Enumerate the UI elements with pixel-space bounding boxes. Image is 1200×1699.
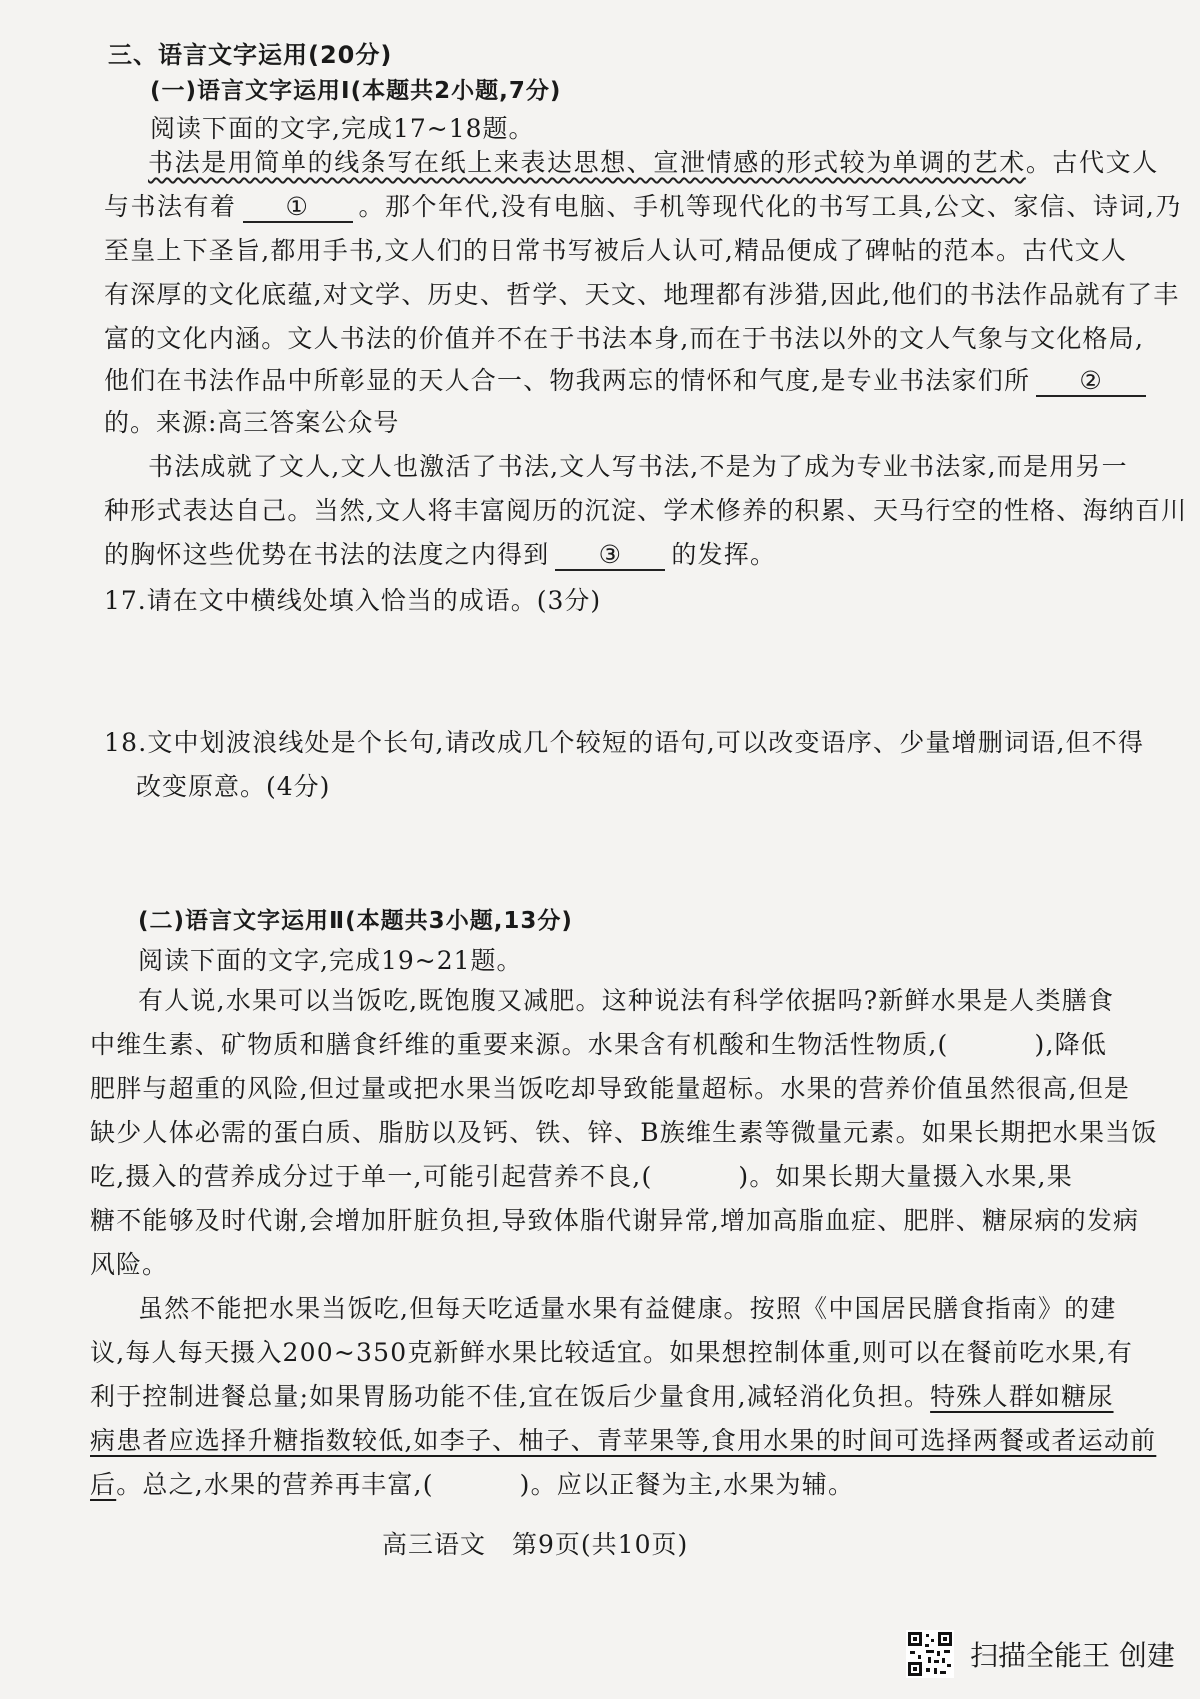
wavy-underlined-sentence: 书法是用简单的线条写在纸上来表达思想、宣泄情感的形式较为单调的艺术 [148,148,1026,177]
underlined-sentence-part2: 病患者应选择升糖指数较低,如李子、柚子、青苹果等,食用水果的时间可选择两餐或者运动前 [90,1426,1157,1455]
passage1-line7: 的。来源:高三答案公众号 [104,408,400,437]
passage2-line3: 肥胖与超重的风险,但过量或把水果当饭吃却导致能量超标。水果的营养价值虽然很高,但是 [90,1074,1131,1103]
part2-intro: 阅读下面的文字,完成19~21题。 [138,946,523,975]
blank-2[interactable]: ② [1036,367,1146,397]
passage2-line12: 后。总之,水果的营养再丰富,( )。应以正餐为主,水果为辅。 [90,1470,855,1499]
blank-3[interactable]: ③ [555,541,665,571]
section-title: 三、语言文字运用(20分) [108,41,393,69]
page-footer: 高三语文 第9页(共10页) [382,1530,689,1559]
question-18-line2: 改变原意。(4分) [136,772,331,801]
passage2-line2: 中维生素、矿物质和膳食纤维的重要来源。水果含有机酸和生物活性物质,( ),降低 [90,1030,1108,1059]
passage2-line7: 风险。 [90,1250,169,1279]
passage2-line10: 利于控制进餐总量;如果胃肠功能不佳,宜在饭后少量食用,减轻消化负担。特殊人群如糖尿 [90,1382,1114,1411]
blank-1[interactable]: ① [243,193,353,223]
passage2-line5: 吃,摄入的营养成分过于单一,可能引起营养不良,( )。如果长期大量摄入水果,果 [90,1162,1073,1191]
passage2-line1: 有人说,水果可以当饭吃,既饱腹又减肥。这种说法有科学依据吗?新鲜水果是人类膳食 [138,986,1115,1015]
scanner-watermark: 扫描全能王 创建 [970,1639,1175,1672]
passage2-line9: 议,每人每天摄入200~350克新鲜水果比较适宜。如果想控制体重,则可以在餐前吃水果,有 [90,1338,1134,1367]
passage1-line6: 他们在书法作品中所彰显的天人合一、物我两忘的情怀和气度,是专业书法家们所 ② [104,364,1146,398]
passage1-line1: 书法是用简单的线条写在纸上来表达思想、宣泄情感的形式较为单调的艺术。古代文人 [148,148,1159,177]
qr-code-icon [906,1630,954,1678]
underlined-sentence-part3: 后 [90,1470,117,1499]
passage1-line9: 种形式表达自己。当然,文人将丰富阅历的沉淀、学术修养的积累、天马行空的性格、海纳百川 [104,496,1188,525]
passage2-line6: 糖不能够及时代谢,会增加肝脏负担,导致体脂代谢异常,增加高脂血症、肥胖、糖尿病的发病 [90,1206,1140,1235]
passage1-line5: 富的文化内涵。文人书法的价值并不在于书法本身,而在于书法以外的文人气象与文化格局, [104,324,1145,353]
question-18-line1: 18.文中划波浪线处是个长句,请改成几个较短的语句,可以改变语序、少量增删词语,但不得 [104,728,1145,757]
passage1-line2: 与书法有着 ① 。那个年代,没有电脑、手机等现代化的书写工具,公文、家信、诗词,乃 [104,192,1182,221]
passage1-line10: 的胸怀这些优势在书法的法度之内得到 ③ 的发挥。 [104,540,777,569]
part2-header: (二)语言文字运用Ⅱ(本题共3小题,13分) [138,908,573,934]
passage1-line4: 有深厚的文化底蕴,对文学、历史、哲学、天文、地理都有涉猎,因此,他们的书法作品就有了丰 [104,280,1180,309]
passage2-line11 [90,1424,1156,1458]
underlined-sentence-part1: 特殊人群如糖尿 [930,1382,1114,1411]
question-17: 17.请在文中横线处填入恰当的成语。(3分) [104,586,602,615]
part1-header: (一)语言文字运用Ⅰ(本题共2小题,7分) [150,78,562,104]
passage2-line4: 缺少人体必需的蛋白质、脂肪以及钙、铁、锌、B族维生素等微量元素。如果长期把水果当饭 [90,1118,1158,1147]
passage2-line8: 虽然不能把水果当饭吃,但每天吃适量水果有益健康。按照《中国居民膳食指南》的建 [138,1294,1117,1323]
part1-intro: 阅读下面的文字,完成17~18题。 [150,114,535,143]
passage1-line3: 至皇上下圣旨,都用手书,文人们的日常书写被后人认可,精品便成了碑帖的范本。古代文人 [104,236,1128,265]
passage1-line8: 书法成就了文人,文人也激活了书法,文人写书法,不是为了成为专业书法家,而是用另一 [148,452,1128,481]
